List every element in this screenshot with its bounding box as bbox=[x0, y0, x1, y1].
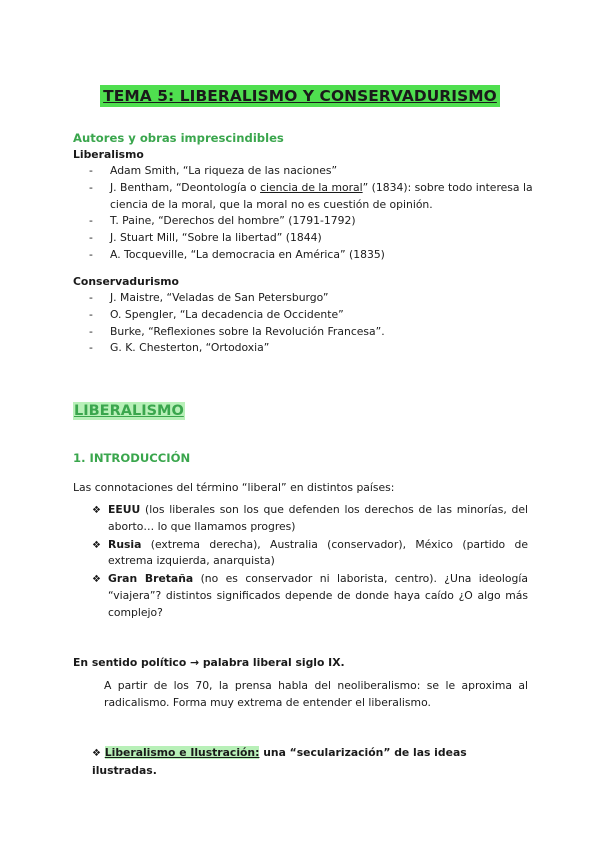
introduccion-heading: 1. INTRODUCCIÓN bbox=[73, 451, 191, 465]
dash-marker: - bbox=[89, 180, 93, 194]
dash-marker: - bbox=[89, 164, 93, 177]
country-description: (los liberales son los que defenden los derechos de las minorías, del aborto… lo que llamamos progres) bbox=[108, 503, 528, 533]
country-description: (extrema derecha), Australia (conservador), México (partido de extrema izquierda, anarquista) bbox=[108, 537, 528, 568]
author-work: Adam Smith, “La riqueza de las naciones” bbox=[110, 164, 338, 177]
country-label: Rusia bbox=[108, 537, 142, 551]
conservadurismo-heading: Conservadurismo bbox=[73, 275, 179, 288]
dash-marker: - bbox=[89, 231, 93, 245]
dash-marker: - bbox=[89, 324, 93, 338]
conservadurismo-list bbox=[89, 290, 534, 357]
author-work: T. Paine, “Derechos del hombre” (1791-1792) bbox=[110, 214, 356, 228]
authors-heading: Autores y obras imprescindibles bbox=[73, 131, 284, 145]
countries-list bbox=[92, 502, 528, 623]
intro-paragraph: Las connotaciones del término “liberal” en distintos países: bbox=[73, 481, 395, 494]
country-label: EEUU bbox=[108, 503, 141, 516]
author-work: A. Tocqueville, “La democracia en América” (1835) bbox=[110, 247, 385, 261]
author-work: Burke, “Reflexiones sobre la Revolución Francesa”. bbox=[110, 324, 385, 338]
country-description: (no es conservador ni laborista, centro). ¿Una ideología “viajera”? distintos significados depende de donde haya caído ¿O algo más complejo? bbox=[108, 572, 528, 619]
list-item bbox=[92, 537, 528, 571]
author-work: O. Spengler, “La decadencia de Occidente” bbox=[110, 307, 344, 321]
ilustracion-highlight: Liberalismo e Ilustración: bbox=[104, 746, 260, 759]
dash-marker: - bbox=[89, 291, 93, 304]
underlined-link-text: ciencia de la moral bbox=[260, 180, 363, 194]
list-item bbox=[92, 571, 528, 621]
page-title-wrap bbox=[0, 86, 600, 105]
author-work: G. K. Chesterton, “Ortodoxia” bbox=[110, 341, 270, 355]
dash-marker: - bbox=[89, 214, 93, 228]
liberalismo-heading: Liberalismo bbox=[73, 148, 144, 161]
list-item bbox=[89, 247, 534, 264]
ilustracion-rest: una “secularización” de las ideas ilustradas. bbox=[92, 746, 467, 777]
list-item bbox=[89, 290, 534, 307]
ilustracion-item bbox=[92, 745, 532, 780]
list-item bbox=[89, 213, 534, 230]
page-title: TEMA 5: LIBERALISMO Y CONSERVADURISMO bbox=[100, 85, 500, 107]
dash-marker: - bbox=[89, 247, 93, 261]
list-item bbox=[89, 180, 534, 214]
list-item bbox=[89, 340, 534, 357]
country-label: Gran Bretaña bbox=[108, 572, 194, 586]
list-item bbox=[89, 163, 534, 180]
dash-marker: - bbox=[89, 307, 93, 321]
list-item bbox=[92, 502, 528, 536]
diamond-bullet-icon: ❖ bbox=[92, 574, 101, 586]
author-work: J. Maistre, “Veladas de San Petersburgo” bbox=[110, 291, 329, 304]
liberalismo-section-heading: LIBERALISMO bbox=[74, 403, 184, 419]
list-item bbox=[89, 307, 534, 324]
dash-marker: - bbox=[89, 341, 93, 355]
author-work: J. Bentham, “Deontología o bbox=[110, 180, 261, 194]
list-item bbox=[89, 324, 534, 341]
author-work: J. Stuart Mill, “Sobre la libertad” (1844) bbox=[110, 231, 322, 245]
diamond-bullet-icon: ❖ bbox=[92, 505, 101, 516]
author-work-description: ” (1834): sobre todo interesa la ciencia de la moral, que la moral no es cuestión de opinión. bbox=[110, 180, 533, 211]
sentido-politico-line: En sentido político → palabra liberal siglo IX. bbox=[73, 656, 345, 669]
diamond-bullet-icon: ❖ bbox=[92, 539, 101, 551]
list-item bbox=[89, 230, 534, 247]
liberalismo-list bbox=[89, 163, 534, 264]
neoliberalismo-paragraph: A partir de los 70, la prensa habla del neoliberalismo: se le aproxima al radicalismo. Forma muy extrema de entender el liberalismo. bbox=[104, 679, 528, 709]
diamond-bullet-icon: ❖ bbox=[92, 748, 101, 759]
